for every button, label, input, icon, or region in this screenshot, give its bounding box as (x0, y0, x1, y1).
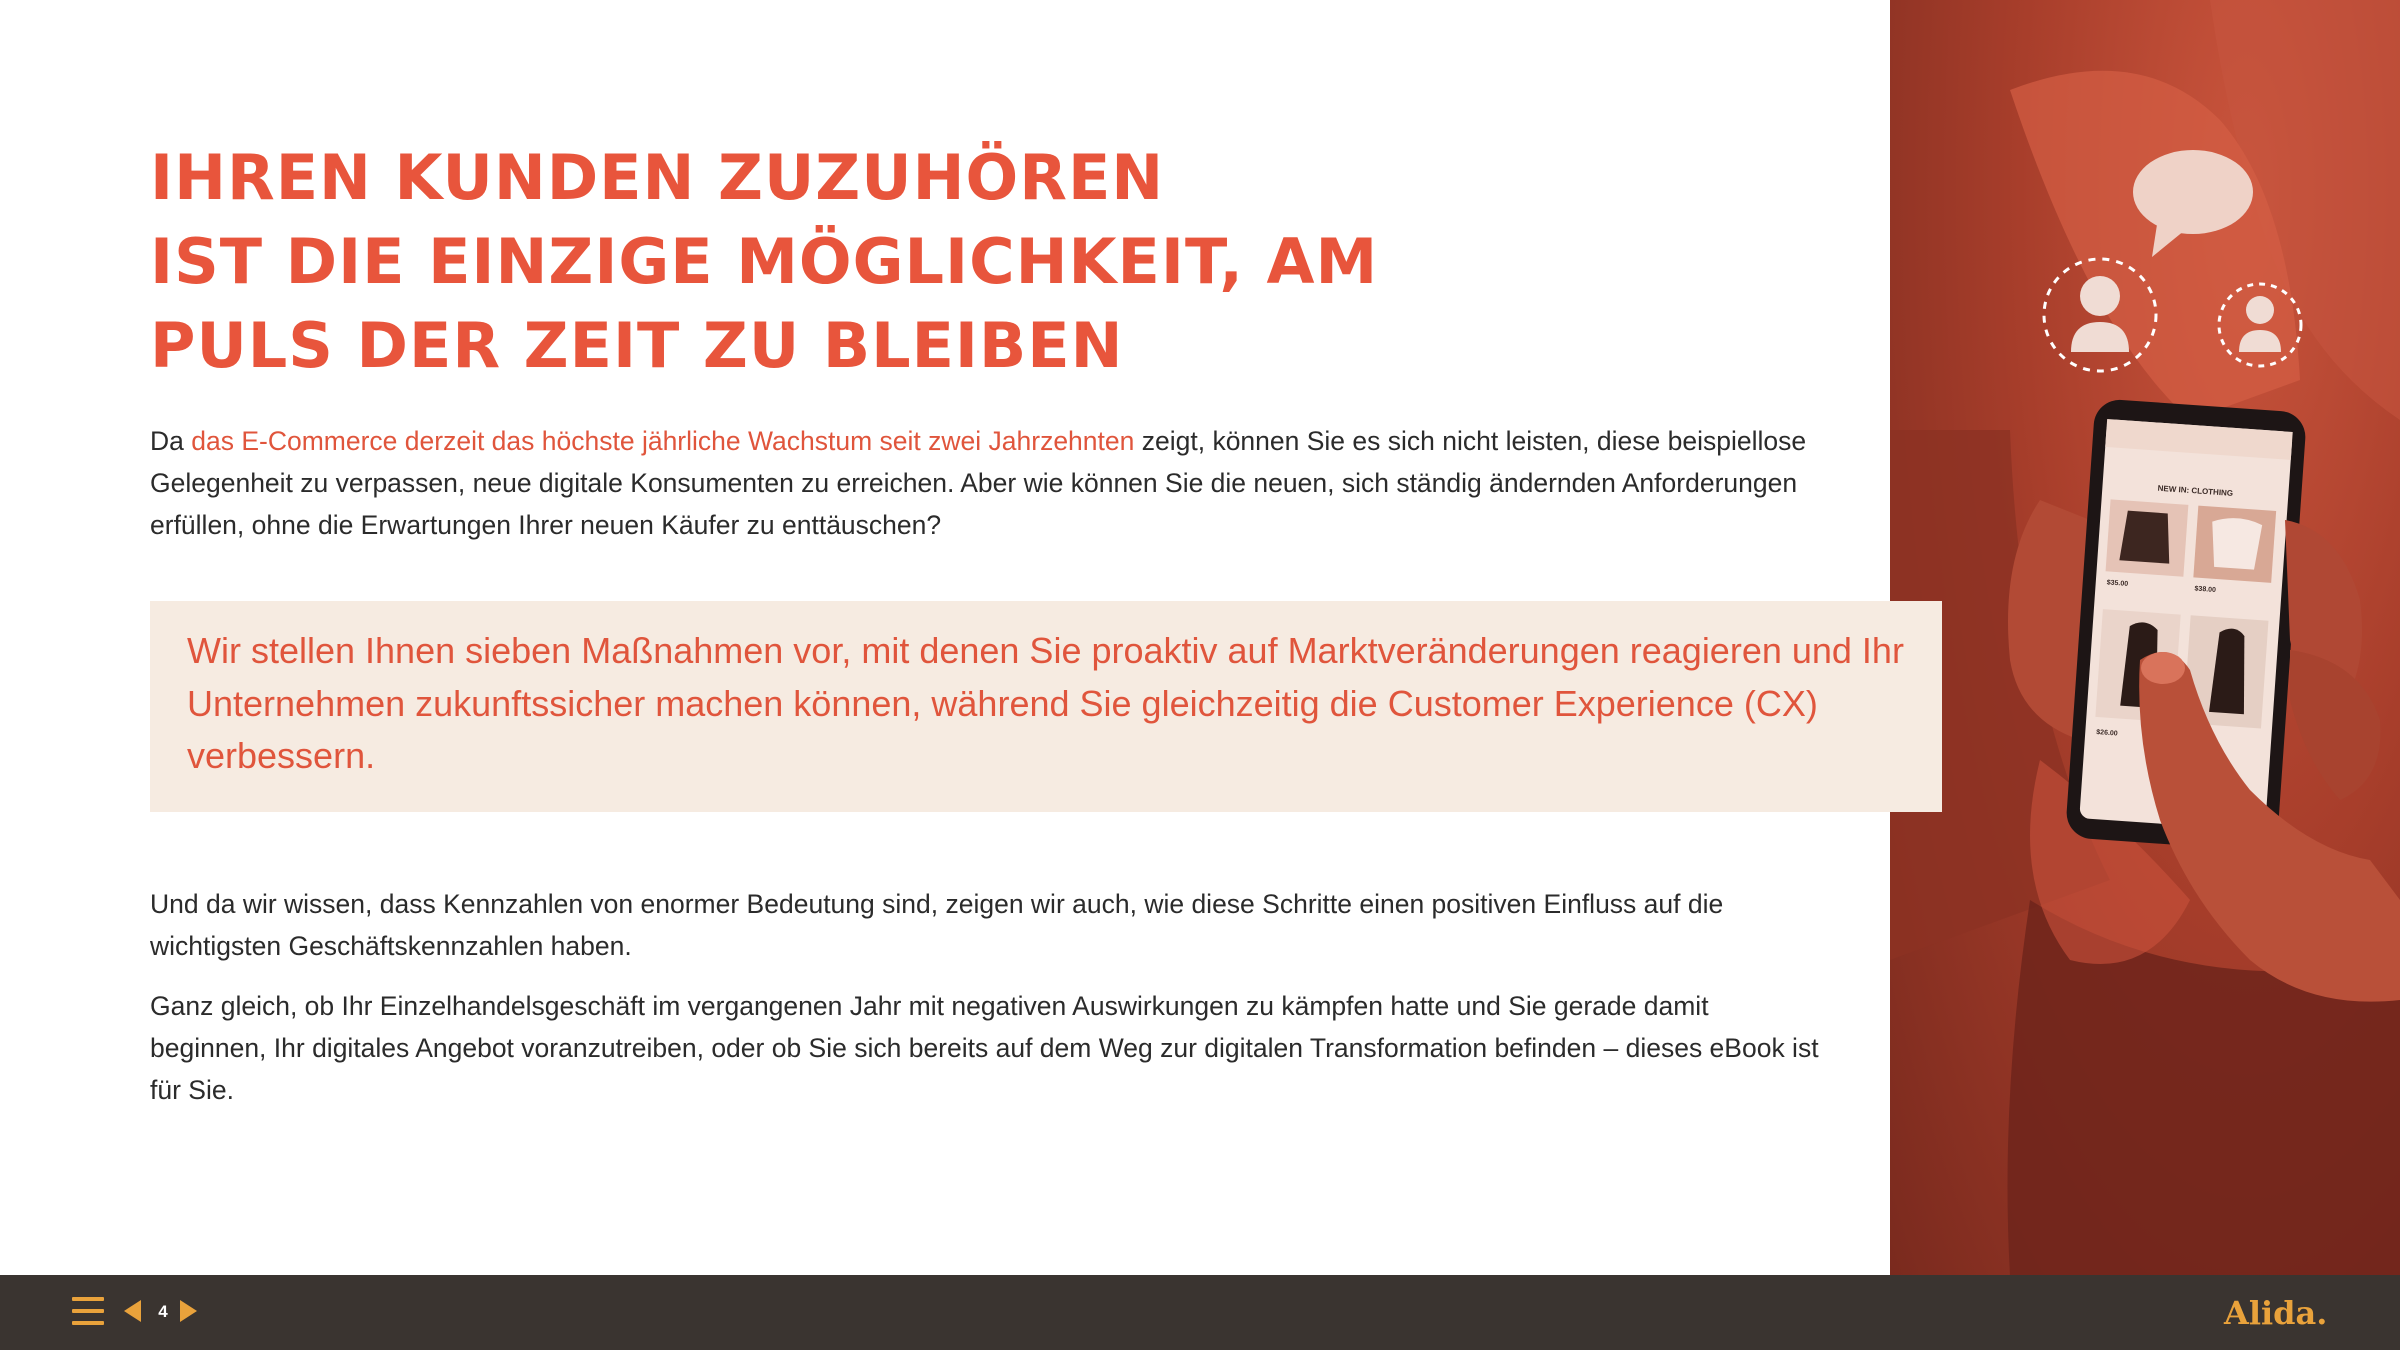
menu-icon[interactable] (72, 1297, 104, 1327)
prev-arrow-icon[interactable] (124, 1300, 141, 1322)
callout-text: Wir stellen Ihnen sieben Maßnahmen vor, mit denen Sie proaktiv auf Marktveränderungen reagieren und Ihr Unternehmen zukunftssicher machen können, während Sie gleichzeitig die Customer Experience (CX) verbessern. (187, 630, 1904, 776)
next-arrow-icon[interactable] (180, 1300, 197, 1322)
title-line-2: IST DIE EINZIGE MÖGLICHKEIT, AM (150, 225, 1379, 298)
hero-photo (1890, 0, 2400, 1275)
ecommerce-growth-link[interactable]: das E-Commerce derzeit das höchste jährliche Wachstum seit zwei Jahrzehnten (191, 426, 1135, 456)
title-line-3: PULS DER ZEIT ZU BLEIBEN (150, 309, 1124, 382)
title-line-1: IHREN KUNDEN ZUZUHÖREN (150, 141, 1165, 214)
intro-prefix: Da (150, 426, 192, 456)
page-number: 4 (158, 1302, 168, 1321)
price-1: $35.00 (2106, 579, 2129, 588)
phone-screen-title: NEW IN: CLOTHING (2157, 483, 2234, 498)
intro-suffix: zeigt, können Sie es sich nicht leisten, diese beispiellose Gelegenheit zu verpassen, neue digitale Konsumenten zu erreichen. Aber wie können Sie die neuen, sich ständig ändernden Anforderungen erfüllen, ohne die Erwartungen Ihrer neuen Käufer zu enttäuschen? (150, 426, 1807, 540)
footer-bar (0, 1275, 2400, 1350)
metrics-paragraph: Und da wir wissen, dass Kennzahlen von enormer Bedeutung sind, zeigen wir auch, wie diese Schritte einen positiven Einfluss auf die wichtigsten Geschäftskennzahlen haben. (150, 889, 1724, 961)
price-2: $38.00 (2194, 585, 2217, 594)
alida-logo: Alida. (2224, 1294, 2328, 1332)
callout-box (150, 601, 1942, 812)
price-3: $26.00 (2096, 729, 2118, 738)
intro-paragraph (150, 420, 1830, 546)
phone-in-hands-illustration (1890, 0, 2400, 1275)
audience-paragraph: Ganz gleich, ob Ihr Einzelhandelsgeschäft im vergangenen Jahr mit negativen Auswirkungen zu kämpfen hatte und Sie gerade damit beginnen, Ihr digitales Angebot voranzutreiben, oder ob Sie sich bereits auf dem Weg zur digitalen Transformation befinden – dieses eBook ist für Sie. (150, 991, 1819, 1105)
page-title (150, 136, 1650, 388)
